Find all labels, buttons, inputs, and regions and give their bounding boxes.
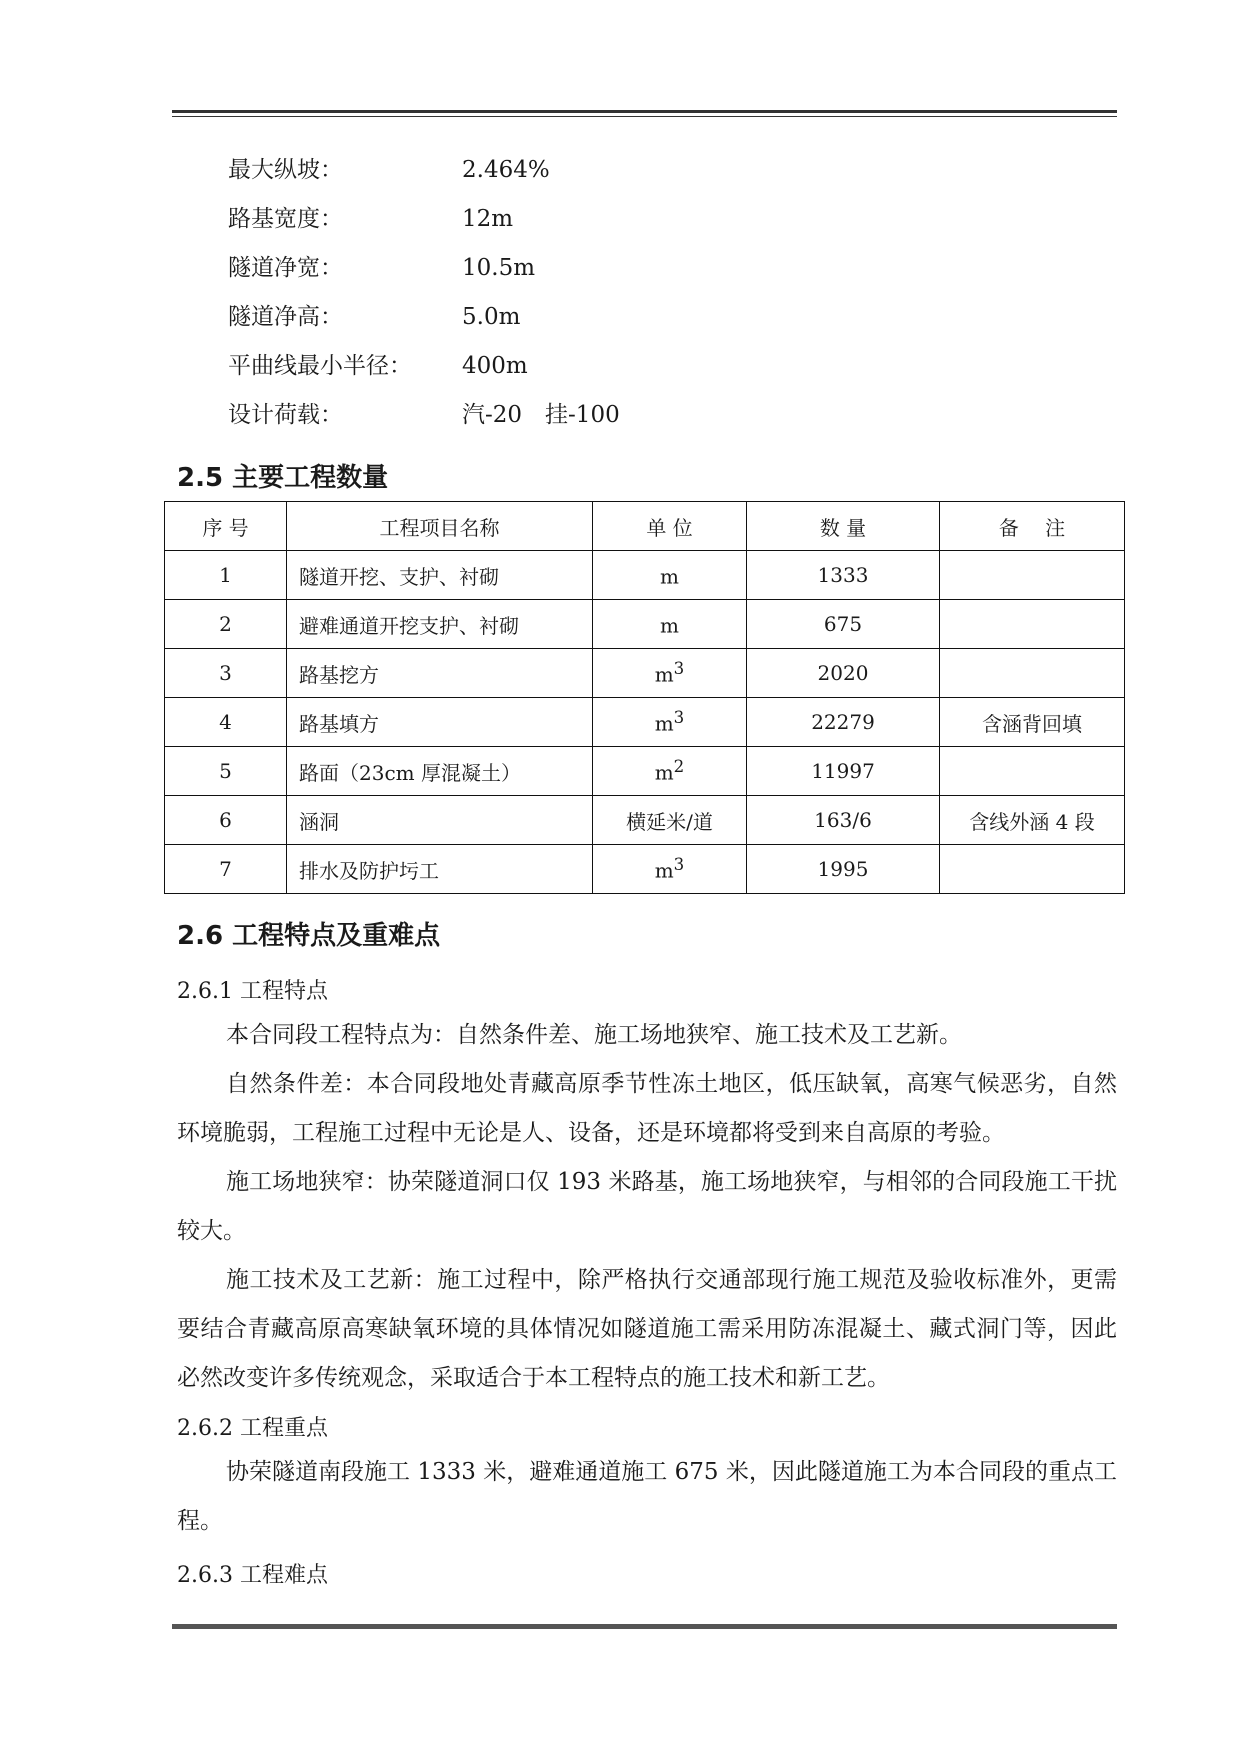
column-header: 序 号 <box>165 502 287 551</box>
paragraph: 自然条件差：本合同段地处青藏高原季节性冻土地区，低压缺氧，高寒气候恶劣，自然环境脆弱，工程施工过程中无论是人、设备，还是环境都将受到来自高原的考验。 <box>177 1071 1117 1146</box>
table-row <box>165 649 1125 698</box>
note-cell <box>940 600 1125 649</box>
table-header-row <box>165 502 1125 551</box>
item-name: 路基挖方 <box>287 649 593 698</box>
unit-exponent: 3 <box>673 659 685 679</box>
item-name: 路面（23cm 厚混凝土） <box>287 747 593 796</box>
unit-exponent: 3 <box>673 708 685 728</box>
paragraph: 本合同段工程特点为：自然条件差、施工场地狭窄、施工技术及工艺新。 <box>226 1022 962 1048</box>
item-name: 涵洞 <box>287 796 593 845</box>
table-row <box>165 796 1125 845</box>
note-cell <box>940 649 1125 698</box>
footer-rule <box>172 1624 1117 1629</box>
unit-base: m <box>654 711 674 736</box>
column-header: 工程项目名称 <box>287 502 593 551</box>
row-number: 3 <box>165 649 287 698</box>
subsection-heading: 2.6.1 工程特点 <box>177 979 328 1004</box>
quantity-cell: 1333 <box>747 551 940 600</box>
item-name: 隧道开挖、支护、衬砌 <box>287 551 593 600</box>
subsection-heading: 2.6.2 工程重点 <box>177 1416 328 1441</box>
table-row <box>165 551 1125 600</box>
param-label: 最大纵坡： <box>228 157 343 183</box>
row-number: 6 <box>165 796 287 845</box>
column-header: 数 量 <box>747 502 940 551</box>
unit-base: m <box>654 662 674 687</box>
quantity-cell: 2020 <box>747 649 940 698</box>
param-value: 12m <box>462 206 514 232</box>
item-name: 排水及防护圬工 <box>287 845 593 894</box>
note-cell <box>940 551 1125 600</box>
row-number: 4 <box>165 698 287 747</box>
param-value: 汽-20 挂-100 <box>462 402 620 428</box>
section-heading: 2.5 主要工程数量 <box>177 463 389 493</box>
unit-exponent: 2 <box>673 757 685 777</box>
param-value: 2.464% <box>462 157 550 183</box>
paragraph: 施工场地狭窄：协荣隧道洞口仅 193 米路基，施工场地狭窄，与相邻的合同段施工干扰较大。 <box>177 1169 1117 1244</box>
unit-base: m <box>654 858 674 883</box>
subsection-heading: 2.6.3 工程难点 <box>177 1563 328 1588</box>
item-name: 路基填方 <box>287 698 593 747</box>
unit-base: m <box>660 564 679 589</box>
section-heading: 2.6 工程特点及重难点 <box>177 921 441 951</box>
param-label: 设计荷载： <box>228 402 343 428</box>
note-cell: 含涵背回填 <box>940 698 1125 747</box>
row-number: 7 <box>165 845 287 894</box>
unit-base: m <box>660 613 679 638</box>
param-label: 平曲线最小半径： <box>228 353 412 379</box>
row-number: 5 <box>165 747 287 796</box>
quantity-cell: 163/6 <box>747 796 940 845</box>
quantity-cell: 1995 <box>747 845 940 894</box>
unit-cell <box>593 845 747 894</box>
note-cell <box>940 747 1125 796</box>
param-label: 隧道净宽： <box>228 255 343 281</box>
note-cell <box>940 845 1125 894</box>
row-number: 2 <box>165 600 287 649</box>
unit-cell <box>593 600 747 649</box>
unit-exponent: 3 <box>673 855 685 875</box>
unit-base: 横延米/道 <box>626 809 713 834</box>
column-header: 单 位 <box>593 502 747 551</box>
unit-cell <box>593 649 747 698</box>
unit-cell <box>593 698 747 747</box>
item-name: 避难通道开挖支护、衬砌 <box>287 600 593 649</box>
row-number: 1 <box>165 551 287 600</box>
unit-base: m <box>654 760 674 785</box>
unit-cell <box>593 747 747 796</box>
table-row <box>165 698 1125 747</box>
quantity-table <box>164 501 1125 894</box>
unit-cell <box>593 551 747 600</box>
param-value: 5.0m <box>462 304 521 330</box>
header-rule <box>172 110 1117 117</box>
param-label: 路基宽度： <box>228 206 343 232</box>
table-row <box>165 747 1125 796</box>
table-row <box>165 845 1125 894</box>
quantity-cell: 22279 <box>747 698 940 747</box>
table-row <box>165 600 1125 649</box>
param-value: 400m <box>462 353 528 379</box>
unit-cell <box>593 796 747 845</box>
quantity-cell: 11997 <box>747 747 940 796</box>
quantity-cell: 675 <box>747 600 940 649</box>
param-value: 10.5m <box>462 255 536 281</box>
column-header: 备 注 <box>940 502 1125 551</box>
note-cell: 含线外涵 4 段 <box>940 796 1125 845</box>
param-label: 隧道净高： <box>228 304 343 330</box>
paragraph: 协荣隧道南段施工 1333 米，避难通道施工 675 米，因此隧道施工为本合同段的重点工程。 <box>177 1459 1117 1534</box>
paragraph: 施工技术及工艺新：施工过程中，除严格执行交通部现行施工规范及验收标准外，更需要结合青藏高原高寒缺氧环境的具体情况如隧道施工需采用防冻混凝土、藏式洞门等，因此必然改变许多传统观念，采取适合于本工程特点的施工技术和新工艺。 <box>177 1267 1117 1391</box>
